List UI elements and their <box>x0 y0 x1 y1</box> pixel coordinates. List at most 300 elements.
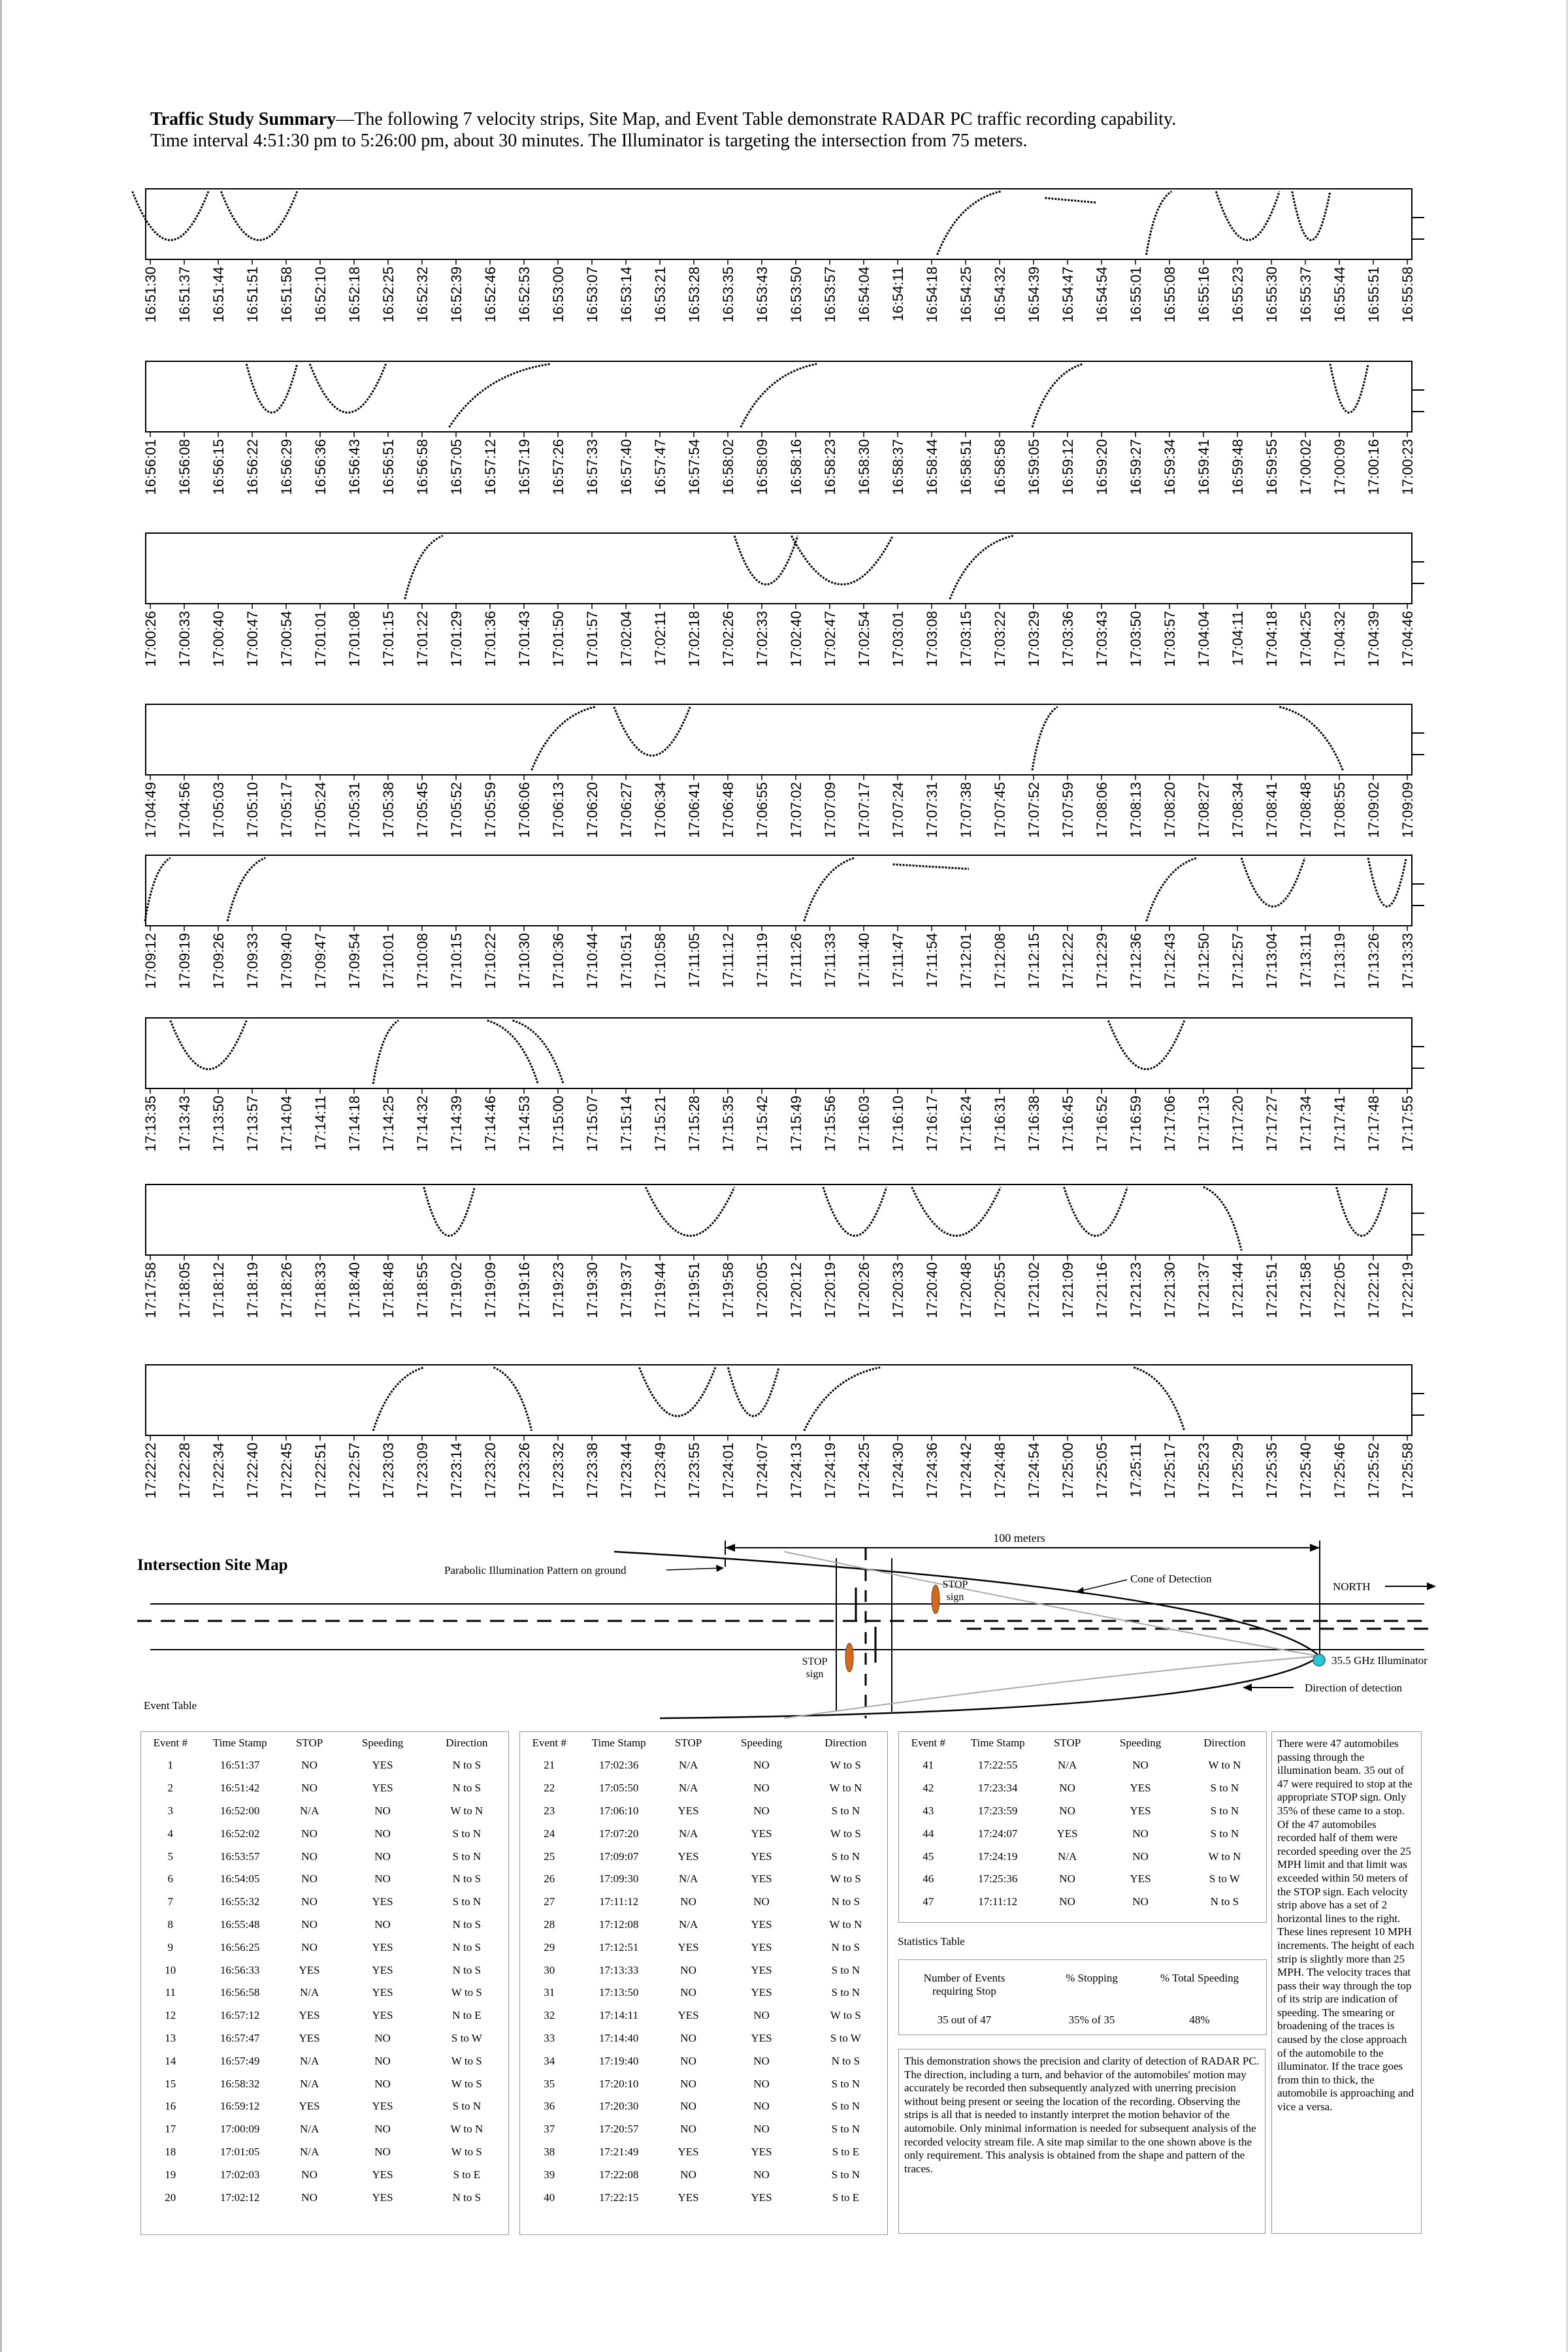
table-cell: NO <box>301 2191 318 2204</box>
table-cell: W to S <box>451 2145 482 2158</box>
table-row <box>899 1800 1265 1823</box>
time-label: 17:05:38 <box>380 782 397 838</box>
table-cell: 17:24:19 <box>977 1850 1018 1863</box>
time-label: 17:24:19 <box>822 1443 838 1499</box>
table-cell: N to S <box>1210 1895 1239 1908</box>
table-cell: S to W <box>451 2031 482 2044</box>
statistics-title: Statistics Table <box>898 1935 965 1948</box>
column-header: Direction <box>446 1737 488 1749</box>
time-label: 17:02:26 <box>720 611 736 667</box>
table-cell: N/A <box>299 2123 319 2136</box>
page-edge-left <box>0 0 2 2352</box>
time-label: 16:57:33 <box>584 439 600 495</box>
table-cell: YES <box>299 1963 320 1976</box>
table-cell: YES <box>678 2009 699 2022</box>
table-cell: NO <box>680 2100 696 2113</box>
velocity-strip-6 <box>142 1017 1426 1181</box>
time-label: 17:08:34 <box>1230 782 1246 838</box>
table-header-row <box>141 1732 507 1754</box>
stop-sign-south-icon <box>845 1643 853 1672</box>
time-label: 17:12:22 <box>1060 933 1076 989</box>
time-label: 17:11:19 <box>754 933 770 988</box>
table-cell: YES <box>751 2145 772 2158</box>
page-header <box>150 108 1457 152</box>
table-cell: YES <box>299 2100 320 2113</box>
velocity-strip-chart <box>142 1017 1426 1181</box>
time-label: 16:51:58 <box>278 267 295 323</box>
table-cell: YES <box>678 2145 699 2158</box>
table-cell: NO <box>1132 1895 1149 1908</box>
table-cell: 17:13:50 <box>598 1986 639 1999</box>
time-label: 17:12:57 <box>1230 933 1246 989</box>
time-label: 17:01:36 <box>482 611 498 667</box>
time-label: 17:04:49 <box>142 782 159 838</box>
table-cell: 17:23:34 <box>977 1782 1018 1795</box>
table-cell: W to S <box>830 2009 861 2022</box>
table-row <box>141 1777 507 1800</box>
time-label: 16:56:51 <box>380 439 397 495</box>
time-label: 17:19:58 <box>720 1262 736 1318</box>
time-label: 16:58:02 <box>720 439 736 495</box>
time-label: 17:21:02 <box>1026 1262 1042 1318</box>
table-cell: 17:20:57 <box>598 2123 639 2136</box>
time-label: 17:02:18 <box>686 611 702 667</box>
table-cell: 16:56:58 <box>220 1986 260 1999</box>
table-cell: 10 <box>165 1963 176 1976</box>
time-label: 17:17:58 <box>142 1262 159 1318</box>
strip-frame <box>146 1365 1412 1435</box>
time-label: 17:18:55 <box>414 1262 431 1318</box>
table-cell: N to S <box>831 1895 860 1908</box>
column-header: STOP <box>1053 1737 1081 1749</box>
time-label: 17:23:09 <box>414 1443 431 1499</box>
time-label: 16:53:28 <box>686 267 702 323</box>
table-cell: NO <box>1132 1850 1149 1863</box>
time-label: 17:22:05 <box>1331 1262 1348 1318</box>
time-label: 16:57:05 <box>448 439 465 495</box>
table-cell: S to N <box>1210 1827 1239 1840</box>
table-cell: S to N <box>452 1850 482 1863</box>
time-label: 16:51:37 <box>176 267 193 323</box>
time-label: 17:00:02 <box>1298 439 1314 495</box>
table-cell: 17:07:20 <box>598 1827 639 1840</box>
table-cell: YES <box>372 1782 393 1795</box>
time-label: 17:07:02 <box>788 782 804 838</box>
time-label: 17:04:56 <box>176 782 193 838</box>
column-header: Speeding <box>361 1737 404 1749</box>
table-row <box>520 2004 886 2027</box>
time-label: 17:17:34 <box>1298 1096 1314 1152</box>
table-cell: N/A <box>678 1827 698 1840</box>
stop-label-north: STOP <box>942 1579 968 1590</box>
time-label: 17:13:33 <box>1399 933 1416 989</box>
table-row <box>520 2072 886 2095</box>
time-label: 17:05:10 <box>244 782 261 838</box>
table-cell: YES <box>678 1804 699 1817</box>
time-label: 17:19:09 <box>482 1262 498 1318</box>
table-row <box>520 1845 886 1868</box>
table-cell: S to N <box>831 2123 860 2136</box>
time-label: 17:14:53 <box>516 1096 532 1152</box>
time-label: 17:20:48 <box>958 1262 974 1318</box>
table-cell: 9 <box>167 1940 174 1953</box>
table-cell: S to N <box>452 1827 482 1840</box>
table-cell: W to S <box>830 1827 861 1840</box>
time-label: 17:11:05 <box>686 933 702 988</box>
table-row <box>520 2118 886 2141</box>
column-header: Speeding <box>1119 1737 1162 1749</box>
velocity-strip-chart <box>142 532 1426 696</box>
table-cell: 46 <box>923 1872 934 1886</box>
time-label: 17:01:57 <box>584 611 600 667</box>
table-row <box>141 1891 507 1914</box>
time-label: 16:59:34 <box>1162 439 1178 495</box>
table-row <box>520 1914 886 1936</box>
strip-frame <box>146 533 1412 604</box>
time-label: 16:54:32 <box>992 267 1008 323</box>
time-label: 17:06:41 <box>686 782 702 838</box>
time-label: 17:05:03 <box>210 782 227 838</box>
time-label: 17:08:48 <box>1298 782 1314 838</box>
intersection-site-map <box>131 1522 1437 1718</box>
time-label: 17:00:09 <box>1331 439 1348 495</box>
table-cell: 17:01:05 <box>220 2145 260 2158</box>
north-arrow-icon <box>1427 1582 1436 1590</box>
velocity-strip-8 <box>142 1364 1426 1527</box>
event-table-2 <box>519 1731 888 2235</box>
table-cell: 30 <box>544 1963 555 1976</box>
table-cell: 47 <box>923 1895 934 1908</box>
table-cell: 17:22:08 <box>598 2168 639 2181</box>
table-cell: 17:20:10 <box>598 2077 639 2090</box>
time-label: 17:10:36 <box>550 933 566 989</box>
table-cell: NO <box>753 2168 770 2181</box>
time-label: 17:24:54 <box>1026 1443 1042 1499</box>
time-label: 17:10:44 <box>584 933 600 989</box>
time-label: 16:51:44 <box>210 267 227 323</box>
table-cell: 18 <box>165 2145 176 2158</box>
time-label: 17:12:36 <box>1128 933 1144 989</box>
time-label: 17:23:38 <box>584 1443 600 1499</box>
time-label: 16:59:55 <box>1264 439 1280 495</box>
direction-label: Direction of detection <box>1305 1682 1403 1694</box>
time-label: 17:24:48 <box>992 1443 1008 1499</box>
time-label: 16:57:19 <box>516 439 532 495</box>
table-cell: NO <box>301 1940 318 1953</box>
table-cell: 19 <box>165 2168 176 2181</box>
time-label: 17:16:45 <box>1060 1096 1076 1152</box>
time-label: 17:13:26 <box>1365 933 1382 989</box>
table-cell: N to S <box>452 1963 482 1976</box>
time-label: 17:14:04 <box>278 1096 295 1152</box>
time-label: 17:23:44 <box>618 1443 634 1499</box>
table-cell: 6 <box>167 1872 174 1886</box>
time-label: 16:58:51 <box>958 439 974 495</box>
table-cell: NO <box>1059 1804 1075 1817</box>
table-cell: S to N <box>1210 1804 1239 1817</box>
time-label: 17:24:30 <box>890 1443 906 1499</box>
stats-header-events: Number of Events requiring Stop <box>923 1972 1005 1997</box>
time-label: 17:19:02 <box>448 1262 465 1318</box>
table-cell: S to N <box>452 1895 482 1908</box>
time-label: 17:00:33 <box>176 611 193 667</box>
table-cell: 16:54:05 <box>220 1872 260 1886</box>
table-cell: W to S <box>830 1872 861 1886</box>
table-cell: 39 <box>544 2168 555 2181</box>
table-cell: 16 <box>165 2100 176 2113</box>
table-cell: S to W <box>830 2031 861 2044</box>
time-label: 17:21:23 <box>1128 1262 1144 1318</box>
distance-arrow-right-icon <box>1310 1544 1320 1552</box>
velocity-strip-chart <box>142 188 1426 351</box>
time-label: 17:08:27 <box>1196 782 1212 838</box>
table-cell: N/A <box>299 2077 319 2090</box>
time-label: 17:11:33 <box>822 933 838 988</box>
velocity-strip-chart <box>142 704 1426 867</box>
time-label: 16:59:20 <box>1094 439 1110 495</box>
time-label: 17:06:06 <box>516 782 532 838</box>
time-label: 17:25:11 <box>1128 1443 1144 1498</box>
table-cell: 13 <box>165 2031 176 2044</box>
time-label: 17:22:19 <box>1399 1262 1416 1318</box>
table-cell: NO <box>680 1895 696 1908</box>
table-cell: N/A <box>299 2054 319 2067</box>
time-label: 17:02:47 <box>822 611 838 667</box>
time-label: 17:20:55 <box>992 1262 1008 1318</box>
table-cell: NO <box>753 2054 770 2067</box>
distance-label: 100 meters <box>993 1531 1045 1544</box>
table-row <box>141 2072 507 2095</box>
table-row <box>141 1754 507 1777</box>
table-cell: 17:06:10 <box>598 1804 639 1817</box>
velocity-strip-2 <box>142 361 1426 524</box>
table-cell: 17:21:49 <box>598 2145 639 2158</box>
table-cell: 16:57:47 <box>220 2031 260 2044</box>
time-label: 17:24:13 <box>788 1443 804 1499</box>
table-cell: 17:00:09 <box>220 2123 260 2136</box>
time-label: 17:25:40 <box>1298 1443 1314 1499</box>
strip-frame <box>146 361 1412 432</box>
table-cell: YES <box>372 1940 393 1953</box>
table-cell: NO <box>753 1782 770 1795</box>
table-cell: NO <box>680 2123 696 2136</box>
time-label: 16:56:01 <box>142 439 159 495</box>
table-cell: 16:57:49 <box>220 2054 260 2067</box>
header-title: Traffic Study Summary <box>150 109 336 129</box>
time-label: 17:14:18 <box>346 1096 363 1152</box>
table-cell: YES <box>372 2100 393 2113</box>
time-label: 17:18:33 <box>312 1262 329 1318</box>
time-label: 17:12:08 <box>992 933 1008 989</box>
table-cell: 24 <box>544 1827 555 1840</box>
table-cell: 17:11:12 <box>978 1895 1018 1908</box>
column-header: Time Stamp <box>970 1737 1025 1749</box>
time-label: 16:59:41 <box>1196 439 1212 495</box>
strip-frame <box>146 189 1412 259</box>
table-cell: NO <box>1132 1759 1149 1772</box>
time-label: 16:53:14 <box>618 267 634 323</box>
time-label: 17:15:42 <box>754 1096 770 1152</box>
time-label: 17:21:44 <box>1230 1262 1246 1318</box>
velocity-strip-3 <box>142 532 1426 696</box>
time-label: 17:11:26 <box>788 933 804 988</box>
velocity-strip-chart <box>142 361 1426 524</box>
time-label: 16:55:30 <box>1264 267 1280 323</box>
time-label: 16:57:26 <box>550 439 566 495</box>
time-label: 16:52:32 <box>414 267 431 323</box>
table-cell: S to N <box>831 2100 860 2113</box>
table-cell: YES <box>678 1850 699 1863</box>
table-cell: 17:11:12 <box>599 1895 639 1908</box>
time-label: 17:15:07 <box>584 1096 600 1152</box>
table-cell: YES <box>678 1940 699 1953</box>
table-row <box>520 1891 886 1914</box>
table-cell: S to E <box>832 2145 860 2158</box>
time-label: 17:25:58 <box>1399 1443 1416 1499</box>
table-cell: NO <box>753 2100 770 2113</box>
time-label: 16:59:48 <box>1230 439 1246 495</box>
time-label: 17:11:47 <box>890 933 906 988</box>
table-cell: N to S <box>452 1872 482 1886</box>
time-label: 16:57:40 <box>618 439 634 495</box>
table-row <box>141 2118 507 2141</box>
column-header: STOP <box>295 1737 323 1749</box>
time-label: 17:06:27 <box>618 782 634 838</box>
time-label: 17:09:19 <box>176 933 193 989</box>
time-label: 17:02:54 <box>856 611 872 667</box>
time-label: 16:55:37 <box>1298 267 1314 323</box>
table-cell: YES <box>1130 1782 1151 1795</box>
time-label: 16:55:58 <box>1399 267 1416 323</box>
sign-label-south: sign <box>806 1669 824 1680</box>
table-cell: W to N <box>829 1918 862 1931</box>
table-cell: YES <box>372 2009 393 2022</box>
time-label: 16:53:57 <box>822 267 838 323</box>
time-label: 17:04:39 <box>1365 611 1382 667</box>
table-cell: 17:23:59 <box>977 1804 1018 1817</box>
direction-arrow-icon <box>1243 1684 1252 1691</box>
table-cell: 45 <box>923 1850 934 1863</box>
table-cell: S to N <box>452 2100 482 2113</box>
table-row <box>520 2141 886 2164</box>
table-cell: 34 <box>544 2054 555 2067</box>
table-cell: 17:20:30 <box>598 2100 639 2113</box>
time-label: 17:24:42 <box>958 1443 974 1499</box>
time-label: 17:03:50 <box>1128 611 1144 667</box>
table-cell: NO <box>1059 1872 1075 1886</box>
strip-frame <box>146 704 1412 775</box>
table-cell: 16:51:42 <box>220 1782 260 1795</box>
table-cell: 2 <box>167 1782 174 1795</box>
table-row <box>520 2095 886 2118</box>
table-cell: NO <box>301 2168 318 2181</box>
table-cell: NO <box>680 2168 696 2181</box>
analysis-note: This demonstration shows the precision and clarity of detection of RADAR PC. The direction, including a turn, and behavior of the automobiles' motion may accurately be recorded then subsequently analyzed with unerring precision without being present or seeing the location of the recording. Observing the strips is all that is needed to instantly interpret the motion behavior of the automobile. Only minimal information is needed for subsequent analysis of the recorded velocity stream file. A site map similar to the one shown above is the only requirement. This analysis is obtained from the shape and pattern of the traces. <box>898 2049 1266 2234</box>
time-label: 16:56:36 <box>312 439 329 495</box>
table-cell: 12 <box>165 2009 176 2022</box>
table-cell: 17:12:51 <box>598 1940 639 1953</box>
table-header-row <box>899 1732 1265 1754</box>
table-cell: N/A <box>678 1872 698 1886</box>
table-cell: 37 <box>544 2123 555 2136</box>
table-row <box>141 1822 507 1845</box>
table-cell: N/A <box>299 1804 319 1817</box>
time-label: 17:03:01 <box>890 611 906 667</box>
time-label: 17:03:57 <box>1162 611 1178 667</box>
pattern-arrow-icon <box>716 1565 724 1572</box>
time-label: 16:52:53 <box>516 267 532 323</box>
time-label: 17:20:40 <box>924 1262 940 1318</box>
time-label: 17:20:33 <box>890 1262 906 1318</box>
time-label: 17:18:19 <box>244 1262 261 1318</box>
time-label: 16:58:37 <box>890 439 906 495</box>
time-label: 17:00:54 <box>278 611 295 667</box>
table-row <box>520 1800 886 1823</box>
time-label: 17:23:20 <box>482 1443 498 1499</box>
table-cell: W to S <box>451 2054 482 2067</box>
time-label: 17:10:08 <box>414 933 431 989</box>
event-table-grid-2 <box>520 1732 886 2209</box>
stats-value-speeding: 48% <box>1189 2014 1210 2026</box>
time-label: 17:17:41 <box>1331 1096 1348 1152</box>
time-label: 17:01:43 <box>516 611 532 667</box>
table-row <box>899 1777 1265 1800</box>
time-label: 17:16:24 <box>958 1096 974 1152</box>
time-label: 17:20:19 <box>822 1262 838 1318</box>
table-cell: NO <box>374 2054 391 2067</box>
table-cell: 21 <box>544 1759 555 1772</box>
table-cell: NO <box>753 1759 770 1772</box>
time-label: 17:22:28 <box>176 1443 193 1499</box>
table-cell: 15 <box>165 2077 176 2090</box>
table-cell: 7 <box>167 1895 174 1908</box>
table-cell: 16:55:32 <box>220 1895 260 1908</box>
time-label: 17:00:47 <box>244 611 261 667</box>
stats-header-stopping: % Stopping <box>1066 1972 1118 1984</box>
cone-pointer <box>1078 1580 1127 1592</box>
time-label: 17:11:40 <box>856 933 872 988</box>
event-table-grid-1 <box>141 1732 507 2209</box>
sitemap-title: Intersection Site Map <box>137 1556 288 1574</box>
time-label: 17:08:06 <box>1094 782 1110 838</box>
table-cell: 5 <box>167 1850 174 1863</box>
table-cell: N/A <box>678 1759 698 1772</box>
time-label: 17:06:55 <box>754 782 770 838</box>
stop-sign-north-icon <box>932 1585 939 1614</box>
table-cell: 1 <box>167 1759 174 1772</box>
table-cell: 16:58:32 <box>220 2077 260 2090</box>
table-cell: NO <box>301 1872 318 1886</box>
time-label: 17:13:57 <box>244 1096 261 1152</box>
statistics-table <box>898 1959 1267 2035</box>
time-label: 17:23:03 <box>380 1443 397 1499</box>
time-label: 17:05:24 <box>312 782 329 838</box>
table-row <box>141 2186 507 2209</box>
time-label: 17:23:49 <box>652 1443 668 1499</box>
time-label: 17:03:22 <box>992 611 1008 667</box>
table-cell: YES <box>1130 1872 1151 1886</box>
table-cell: S to E <box>832 2191 860 2204</box>
table-cell: 11 <box>165 1986 176 1999</box>
table-cell: NO <box>753 1895 770 1908</box>
table-cell: 27 <box>544 1895 555 1908</box>
table-cell: 31 <box>544 1986 555 1999</box>
time-label: 17:00:40 <box>210 611 227 667</box>
time-label: 17:12:01 <box>958 933 974 989</box>
table-row <box>520 2027 886 2050</box>
time-label: 17:10:01 <box>380 933 397 989</box>
table-cell: 25 <box>544 1850 555 1863</box>
